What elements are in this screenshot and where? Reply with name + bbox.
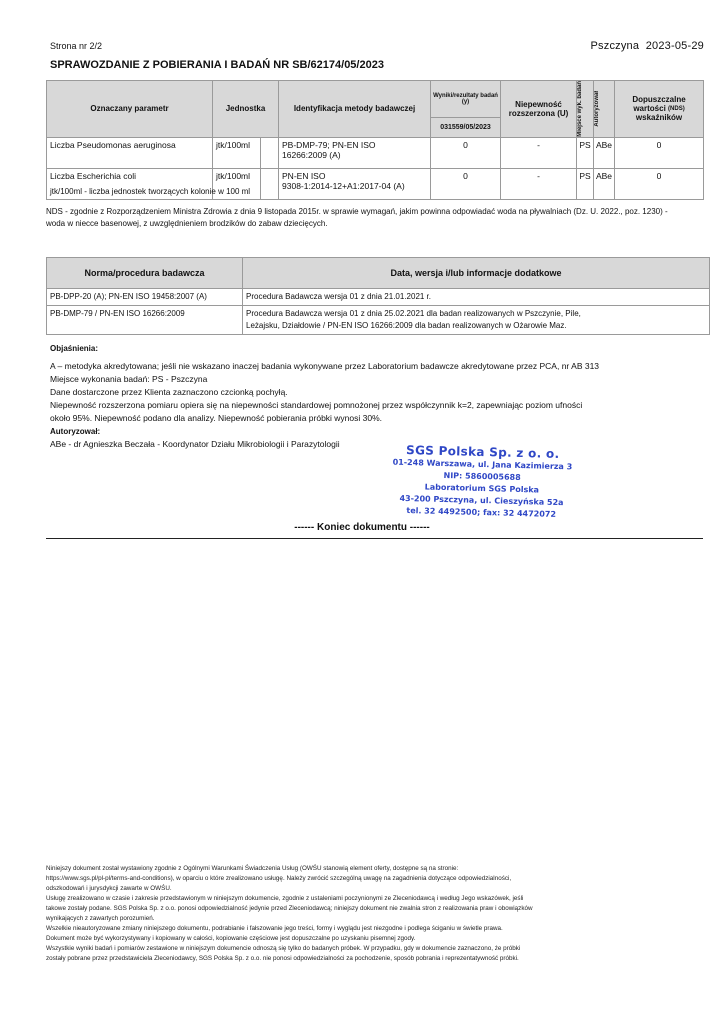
place-cell: PS <box>577 168 594 199</box>
method-cell: PN-EN ISO 9308-1:2014-12+A1:2017-04 (A) <box>279 168 431 199</box>
result-cell: 0 <box>431 168 501 199</box>
divider <box>46 538 703 539</box>
auth-person: ABe - dr Agnieszka Beczała - Koordynator Działu Mikrobiologii i Parazytologii <box>50 439 340 449</box>
auth-label: Autoryzował: <box>50 427 101 436</box>
col-uncert-header: Niepewność rozszerzona (U) <box>501 81 577 138</box>
page-number: Strona nr 2/2 <box>50 41 103 51</box>
explanation-line: Dane dostarczone przez Klienta zaznaczono czcionką pochyłą. <box>50 387 288 397</box>
col-results-id: 031559/05/2023 <box>431 118 501 138</box>
auth-cell: ABe <box>594 168 615 199</box>
norm-cell: PB-DPP-20 (A); PN-EN ISO 19458:2007 (A) <box>47 289 243 306</box>
param-cell: Liczba Escherichia coli <box>47 168 213 199</box>
unit-note: jtk/100ml - liczba jednostek tworzących kolonie w 100 ml <box>50 187 251 196</box>
col-allowed-header: Dopuszczalne wartości (NDS) wskaźników <box>615 81 704 138</box>
explanation-line: około 95%. Niepewność podano dla analizy. Niepewność pobierania próbki wynosi 30%. <box>50 413 383 423</box>
info-cell: Procedura Badawcza wersja 01 z dnia 21.01.2021 r. <box>243 289 710 306</box>
col-info-header: Data, wersja i/lub informacje dodatkowe <box>243 258 710 289</box>
table-row <box>47 306 710 335</box>
allowed-cell: 0 <box>615 137 704 168</box>
nds-note: NDS - zgodnie z Rozporządzeniem Ministra Zdrowia z dnia 9 listopada 2015r. w sprawie wymagań, jakim powinna odpowiadać woda na pływalniach (Dz. U. 2022., poz. 1230) - woda w niecce basenowej, z uwzględnieniem brodzików do zabaw dziecięcych. <box>46 207 668 228</box>
explanations-label: Objaśnienia: <box>50 344 99 353</box>
report-title: SPRAWOZDANIE Z POBIERANIA I BADAŃ NR SB/62174/05/2023 <box>50 59 384 71</box>
uncert-cell: - <box>501 168 577 199</box>
col-method-header: Identyfikacja metody badawczej <box>279 81 431 138</box>
allowed-cell: 0 <box>615 168 704 199</box>
table-row <box>47 289 710 306</box>
col-param-header: Oznaczany parametr <box>47 81 213 138</box>
end-of-document: ------ Koniec dokumentu ------ <box>294 522 430 533</box>
col-auth-header: Autoryzował <box>594 81 615 138</box>
place-cell: PS <box>577 137 594 168</box>
method-cell: PB-DMP-79; PN-EN ISO 16266:2009 (A) <box>279 137 431 168</box>
uncert-cell: - <box>501 137 577 168</box>
table-row <box>47 137 704 168</box>
col-unit-header: Jednostka <box>213 81 279 138</box>
explanation-line: A – metodyka akredytowana; jeśli nie wskazano inaczej badania wykonywane przez Laboratorium badawcze akredytowane przez PCA, nr AB 313 <box>50 361 600 371</box>
col-place-header: Miejsce wyk. badań <box>577 81 594 138</box>
explanation-line: Niepewność rozszerzona pomiaru opiera się na niepewności standardowej pomnożonej przez współczynnik k=2, zapewniając poziom ufności <box>50 400 583 410</box>
unit-cell: jtk/100ml <box>213 137 261 168</box>
explanation-line: Miejsce wykonania badań: PS - Pszczyna <box>50 374 208 384</box>
place: Pszczyna <box>590 40 640 52</box>
norm-cell: PB-DMP-79 / PN-EN ISO 16266:2009 <box>47 306 243 335</box>
explanations <box>50 342 650 451</box>
place-date <box>591 40 704 52</box>
col-results-header: Wyniki/rezultaty badań (y) <box>431 81 501 118</box>
info-cell: Procedura Badawcza wersja 01 z dnia 25.02.2021 dla badan realizowanych w Pszczynie, Pile, Leżajsku, Działdowie / PN-EN ISO 16266:2009 dla badan realizowanych w Ożarowie Maz. <box>243 306 710 335</box>
report-date: 2023-05-29 <box>645 40 704 52</box>
company-stamp: SGS Polska Sp. z o. o. 01-248 Warszawa, ul. Jana Kazimierza 3 NIP: 5860005688 Laboratorium SGS Polska 43-200 Pszczyna, ul. Cieszyńska 52a tel. 32 4492500; fax: 32 4472072 <box>392 443 573 519</box>
col-norm-header: Norma/procedura badawcza <box>47 258 243 289</box>
result-cell: 0 <box>431 137 501 168</box>
unit-cell: jtk/100ml <box>213 168 261 199</box>
footer-disclaimer: Niniejszy dokument został wystawiony zgodnie z Ogólnymi Warunkami Świadczenia Usług (OWŚU stanowią element oferty, dostępne są na stronie: https://www.sgs.pl/pl-pl/terms-and-conditions), w oparciu o które zrealizowano usługę. Należy zwrócić szczególną uwagę na zagadnienia dotyczące odpowiedzialności, odszkodowań i jurysdykcji zawarte w OWŚU. Usługę zrealizowano w czasie i zakresie przedstawionym w niniejszym dokumencie, zgodnie z ustaleniami poczynionymi ze Zleceniodawcą i według Jego wskazówek, jeśli takowe zostały podane. SGS Polska Sp. z o.o. ponosi odpowiedzialność jedynie przed Zleceniodawcą; niniejszy dokument nie zwalnia stron z realizowania praw i obowiązków wynikających z zawartych porozumień. Wszelkie nieautoryzowane zmiany niniejszego dokumentu, podrabianie i fałszowanie jego treści, formy i wyglądu jest niezgodne i podlega ściganiu w świetle prawa. Dokument może być wykorzystywany i kopiowany w całości, kopiowanie częściowe jest dopuszczalne po uzyskaniu pisemnej zgody. Wszystkie wyniki badań i pomiarów zestawione w niniejszym dokumencie odnoszą się tylko do badanych próbek. W przypadku, gdy w dokumencie zaznaczono, że próbki zostały pobrane przez przedstawiciela Zleceniodawcy, SGS Polska Sp. z o.o. nie ponosi odpowiedzialności za pochodzenie, sposób pobrania i reprezentatywność próbki. <box>46 865 533 962</box>
auth-cell: ABe <box>594 137 615 168</box>
results-table <box>46 80 704 200</box>
param-cell: Liczba Pseudomonas aeruginosa <box>47 137 213 168</box>
norm-table <box>46 257 710 335</box>
